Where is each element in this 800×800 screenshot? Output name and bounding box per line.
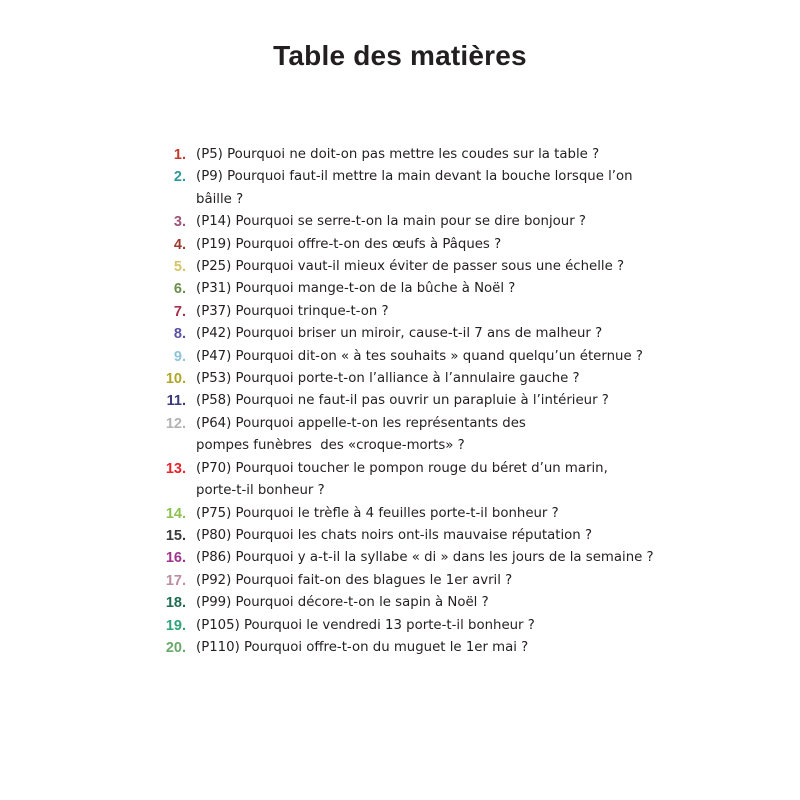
toc-entry-text: [186, 301, 670, 323]
toc-entry-number: 17.: [165, 572, 186, 589]
toc-entry-number: 13.: [165, 460, 186, 477]
toc-entry-line-primary: (P9) Pourquoi faut-il mettre la main devant la bouche lorsque l’on: [196, 169, 633, 185]
toc-entry-number: 18.: [165, 595, 186, 612]
toc-entry-number: 3.: [173, 214, 186, 231]
toc-entry-number: 10.: [165, 371, 186, 388]
page-title: Table des matières: [273, 40, 527, 71]
toc-entry[interactable]: [150, 390, 670, 412]
toc-entry-number: 8.: [173, 326, 186, 343]
toc-entry-text: [186, 458, 670, 503]
toc-entry-text: [186, 503, 670, 525]
toc-entry[interactable]: [150, 413, 670, 458]
toc-entry[interactable]: [150, 323, 670, 345]
toc-entry-line-continuation: pompes funèbres des «croque-morts» ?: [196, 438, 465, 454]
toc-entry-text: [186, 144, 670, 166]
toc-entry-text: [186, 166, 670, 211]
toc-entry-number: 2.: [173, 169, 186, 186]
toc-entry-line-primary: (P31) Pourquoi mange-t-on de la bûche à Noël ?: [196, 281, 516, 297]
toc-entry-line-primary: (P5) Pourquoi ne doit-on pas mettre les coudes sur la table ?: [196, 147, 600, 162]
toc-entry-line-primary: (P47) Pourquoi dit-on « à tes souhaits » quand quelqu’un éternue ?: [196, 348, 643, 364]
toc-entry-number: 12.: [165, 415, 186, 432]
toc-entry-number: 5.: [173, 259, 186, 276]
toc-entry-text: [186, 234, 670, 256]
toc-entry-text: [186, 637, 670, 659]
toc-entry-line-primary: (P80) Pourquoi les chats noirs ont-ils mauvaise réputation ?: [196, 527, 592, 543]
toc-entry-line-primary: (P53) Pourquoi porte-t-on l’alliance à l’annulaire gauche ?: [196, 371, 580, 387]
toc-entry-number: 15.: [165, 527, 186, 544]
toc-entry[interactable]: [150, 256, 670, 278]
toc-entry-number: 7.: [173, 303, 186, 320]
toc-entry-text: [186, 525, 670, 547]
toc-entry-number: 20.: [165, 639, 186, 656]
toc-entry-line-primary: (P37) Pourquoi trinque-t-on ?: [196, 303, 389, 319]
toc-entry-line-continuation: bâille ?: [196, 191, 244, 207]
toc-entry-text: [186, 592, 670, 614]
toc-entry-number: 11.: [166, 393, 186, 410]
toc-entry-line-primary: (P86) Pourquoi y a-t-il la syllabe « di » dans les jours de la semaine ?: [196, 550, 654, 566]
toc-entry-number: 1.: [173, 147, 186, 163]
toc-entry-line-primary: (P14) Pourquoi se serre-t-on la main pour se dire bonjour ?: [196, 214, 586, 230]
toc-entry-text: [186, 278, 670, 300]
toc-entry[interactable]: [150, 547, 670, 569]
toc-entry-line-primary: (P19) Pourquoi offre-t-on des œufs à Pâques ?: [196, 236, 502, 252]
toc-entry-line-primary: (P75) Pourquoi le trèfle à 4 feuilles porte-t-il bonheur ?: [196, 505, 559, 521]
toc-entry-text: [186, 390, 670, 412]
toc-entry-text: [186, 211, 670, 233]
toc-entry-number: 6.: [173, 281, 186, 298]
toc-entry[interactable]: [150, 615, 670, 637]
toc-entry-line-primary: (P110) Pourquoi offre-t-on du muguet le 1er mai ?: [196, 639, 529, 655]
toc-entry-line-primary: (P58) Pourquoi ne faut-il pas ouvrir un parapluie à l’intérieur ?: [196, 393, 609, 409]
toc-entry[interactable]: [150, 503, 670, 525]
toc-entry-line-primary: (P99) Pourquoi décore-t-on le sapin à Noël ?: [196, 595, 489, 611]
toc-entry-text: [186, 323, 670, 345]
toc-entry-line-primary: (P105) Pourquoi le vendredi 13 porte-t-il bonheur ?: [196, 617, 535, 633]
toc-entry[interactable]: [150, 301, 670, 323]
toc-entry-line-primary: (P42) Pourquoi briser un miroir, cause-t-il 7 ans de malheur ?: [196, 326, 603, 342]
toc-entry[interactable]: [150, 368, 670, 390]
toc-entry-text: [186, 615, 670, 637]
toc-entry[interactable]: [150, 525, 670, 547]
toc-entry[interactable]: [150, 346, 670, 368]
toc-entry-text: [186, 256, 670, 278]
toc-entry-text: [186, 368, 670, 390]
toc-entry-line-primary: (P25) Pourquoi vaut-il mieux éviter de passer sous une échelle ?: [196, 259, 625, 275]
toc-entry-number: 14.: [165, 505, 186, 522]
toc-entry-number: 19.: [165, 617, 186, 634]
toc-entry[interactable]: [150, 144, 670, 166]
toc-entry-line-primary: (P70) Pourquoi toucher le pompon rouge du béret d’un marin,: [196, 460, 608, 476]
toc-entry-line-continuation: porte-t-il bonheur ?: [196, 483, 325, 499]
toc-entry[interactable]: [150, 234, 670, 256]
toc-entry-number: 4.: [173, 236, 186, 253]
toc-entry[interactable]: [150, 570, 670, 592]
toc-entry[interactable]: [150, 637, 670, 659]
table-of-contents: [150, 144, 670, 659]
toc-entry-text: [186, 570, 670, 592]
toc-entry-line-primary: (P92) Pourquoi fait-on des blagues le 1er avril ?: [196, 572, 513, 588]
toc-entry-text: [186, 413, 670, 458]
toc-entry-text: [186, 346, 670, 368]
toc-entry[interactable]: [150, 211, 670, 233]
toc-entry-number: 9.: [173, 348, 186, 365]
toc-entry[interactable]: [150, 166, 670, 211]
toc-entry[interactable]: [150, 592, 670, 614]
toc-entry-number: 16.: [165, 550, 186, 567]
toc-entry-line-primary: (P64) Pourquoi appelle-t-on les représentants des: [196, 415, 526, 431]
toc-entry-text: [186, 547, 670, 569]
toc-entry[interactable]: [150, 278, 670, 300]
toc-entry[interactable]: [150, 458, 670, 503]
